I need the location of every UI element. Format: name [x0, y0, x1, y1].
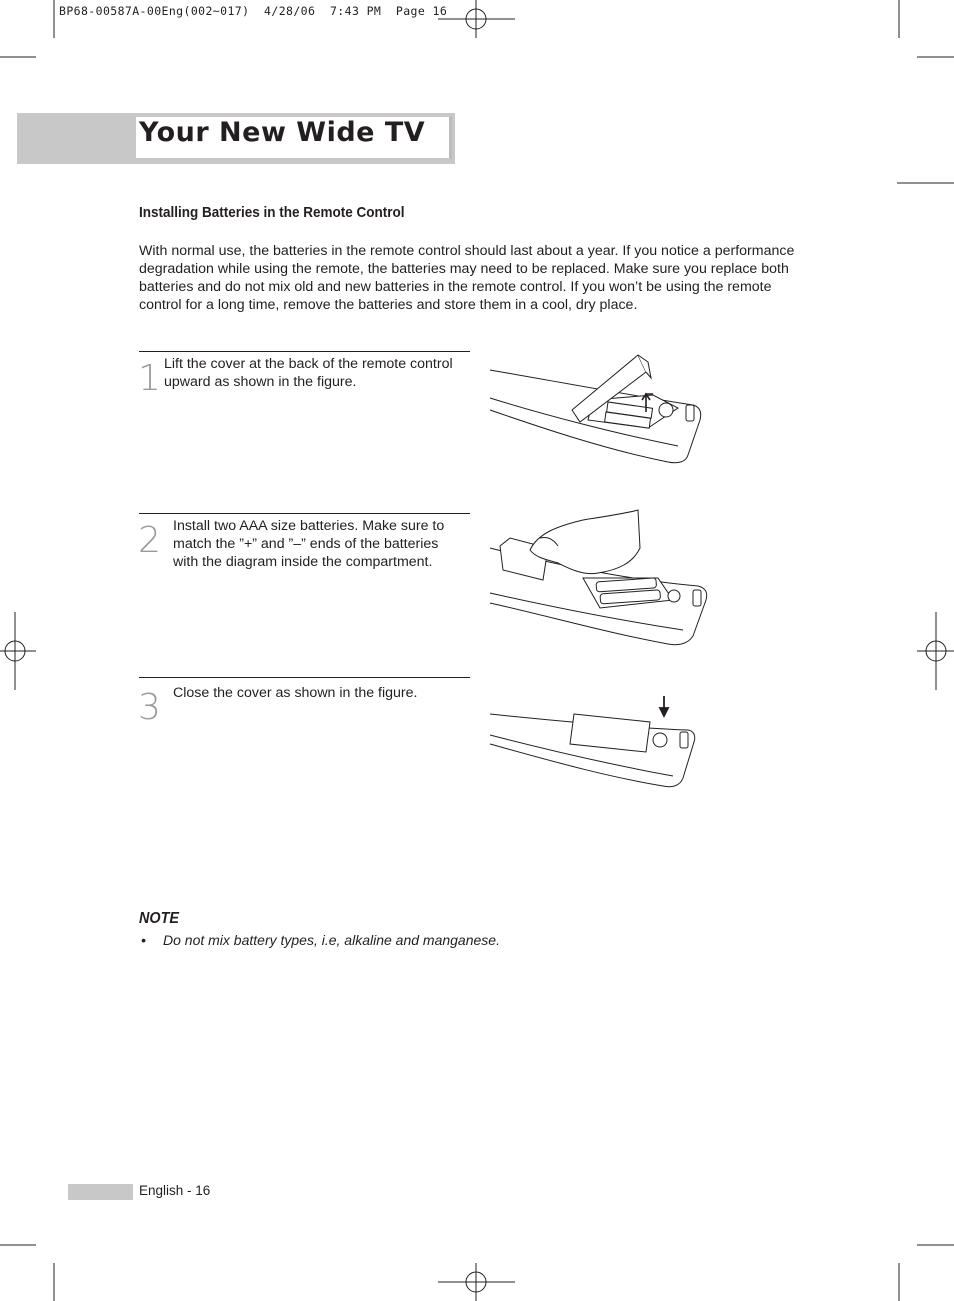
registration-mark-bottom: [438, 1263, 515, 1301]
step-1-number: 1: [138, 358, 161, 399]
step-1-line: Lift the cover at the back of the remote control: [164, 356, 453, 372]
intro-line: control for a long time, remove the batteries and store them in a cool, dry place.: [139, 297, 638, 313]
step-2-line: Install two AAA size batteries. Make sure to: [173, 518, 445, 534]
intro-line: degradation while using the remote, the batteries may need to be replaced. Make sure you replace both: [139, 261, 789, 277]
step-3-number: 3: [138, 687, 161, 728]
note-text: Do not mix battery types, i.e, alkaline and manganese.: [163, 932, 500, 948]
note-label: NOTE: [139, 910, 180, 927]
section-heading: Installing Batteries in the Remote Control: [139, 204, 405, 221]
step-2-line: with the diagram inside the compartment.: [173, 554, 433, 570]
registration-mark-top: [438, 0, 515, 38]
step-2-text: [173, 517, 444, 571]
step-2-number: 2: [138, 520, 161, 561]
intro-paragraph: [139, 242, 829, 314]
note-bullet: •: [141, 932, 146, 948]
intro-line: batteries and do not mix old and new batteries in the remote control. If you won’t be using the remote: [139, 279, 772, 295]
page-label: English - 16: [139, 1183, 211, 1198]
step-2-line: match the ”+” and ”–” ends of the batteries: [173, 536, 439, 552]
step-2-rule: [139, 513, 470, 514]
step-3-text: [173, 684, 417, 702]
registration-mark-left: [0, 612, 36, 690]
chapter-title: Your New Wide TV: [139, 117, 426, 148]
print-slug: BP68-00587A-00Eng(002~017) 4/28/06 7:43 PM Page 16: [59, 4, 448, 18]
step-1-text: [164, 355, 453, 391]
step-3-rule: [139, 677, 470, 678]
step-1-line: upward as shown in the figure.: [164, 374, 357, 390]
intro-line: With normal use, the batteries in the remote control should last about a year. If you notice a performance: [139, 243, 795, 259]
figure-close-cover: [488, 690, 718, 800]
figure-lift-cover: [488, 350, 718, 470]
figure-install-batteries: [488, 508, 718, 648]
registration-mark-right: [917, 612, 954, 690]
note-item: [141, 932, 500, 948]
step-1-rule: [139, 351, 470, 352]
footer-bar: [68, 1184, 133, 1200]
step-3-line: Close the cover as shown in the figure.: [173, 685, 418, 701]
